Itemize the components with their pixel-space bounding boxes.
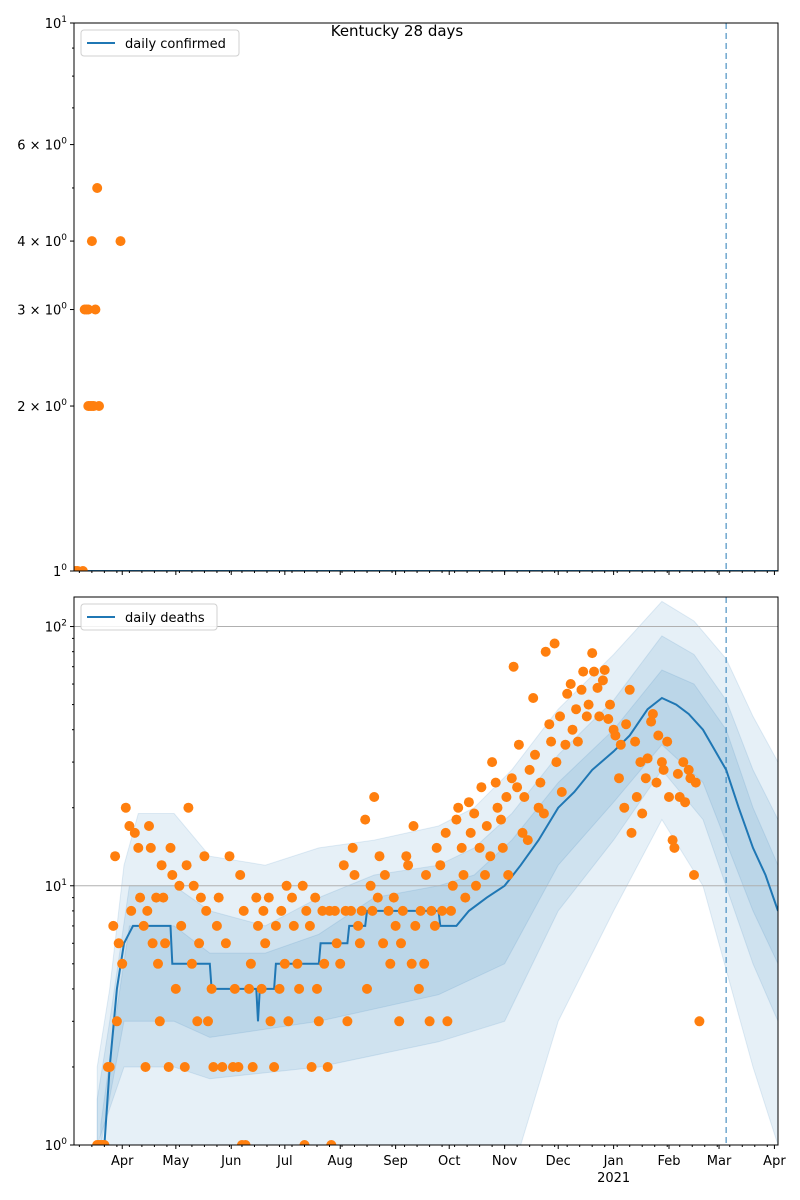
data-point <box>126 906 136 916</box>
data-point <box>135 893 145 903</box>
data-point <box>493 803 503 813</box>
data-point <box>603 714 613 724</box>
plot-area <box>71 183 778 576</box>
y-tick-label: $6 \times 10^0$ <box>17 136 67 154</box>
data-point <box>375 851 385 861</box>
data-point <box>233 1062 243 1072</box>
data-point <box>264 893 274 903</box>
data-point <box>491 778 501 788</box>
data-point <box>160 938 170 948</box>
data-point <box>307 1062 317 1072</box>
x-tick-label: Jul <box>276 1154 293 1169</box>
plot-area <box>74 601 778 1150</box>
data-point <box>310 893 320 903</box>
data-point <box>292 959 302 969</box>
data-point <box>409 821 419 831</box>
legend-label: daily confirmed <box>125 37 226 52</box>
y-tick-label: $10^2$ <box>44 618 67 636</box>
data-point <box>550 639 560 649</box>
x-tick-label: May <box>162 1154 190 1169</box>
data-point <box>260 938 270 948</box>
data-point <box>217 1062 227 1072</box>
data-point <box>253 921 263 931</box>
data-point <box>694 1016 704 1026</box>
data-point <box>157 860 167 870</box>
x-tick-label: Jan <box>603 1154 624 1169</box>
data-point <box>643 753 653 763</box>
data-point <box>174 881 184 891</box>
data-point <box>578 667 588 677</box>
data-point <box>305 921 315 931</box>
data-point <box>258 906 268 916</box>
data-point <box>637 809 647 819</box>
data-point <box>514 740 524 750</box>
data-point <box>323 1062 333 1072</box>
data-point <box>419 959 429 969</box>
data-point <box>460 893 470 903</box>
data-point <box>605 700 615 710</box>
data-point <box>283 1016 293 1026</box>
data-point <box>410 921 420 931</box>
data-point <box>469 809 479 819</box>
data-point <box>562 689 572 699</box>
data-point <box>90 305 100 315</box>
data-point <box>641 773 651 783</box>
x-tick-label: Nov <box>491 1154 518 1169</box>
data-point <box>94 401 104 411</box>
data-point <box>133 843 143 853</box>
data-point <box>480 870 490 880</box>
data-point <box>121 803 131 813</box>
data-point <box>251 893 261 903</box>
data-point <box>158 893 168 903</box>
confirmed-panel <box>17 15 778 580</box>
data-point <box>110 851 120 861</box>
data-point <box>459 870 469 880</box>
data-point <box>566 679 576 689</box>
data-point <box>582 711 592 721</box>
data-point <box>182 860 192 870</box>
data-point <box>271 921 281 931</box>
data-point <box>112 1016 122 1026</box>
data-point <box>144 821 154 831</box>
data-point <box>287 893 297 903</box>
data-point <box>335 959 345 969</box>
data-point <box>664 792 674 802</box>
y-tick-label: $3 \times 10^0$ <box>17 301 67 319</box>
legend-label: daily deaths <box>125 611 205 626</box>
data-point <box>117 959 127 969</box>
y-tick-label: $1^0$ <box>52 563 67 580</box>
data-point <box>167 870 177 880</box>
data-point <box>208 1062 218 1072</box>
data-point <box>669 843 679 853</box>
data-point <box>105 1062 115 1072</box>
data-point <box>367 906 377 916</box>
data-point <box>453 803 463 813</box>
data-point <box>225 851 235 861</box>
data-point <box>437 906 447 916</box>
data-point <box>414 984 424 994</box>
data-point <box>600 665 610 675</box>
data-point <box>116 236 126 246</box>
data-point <box>348 843 358 853</box>
data-point <box>571 704 581 714</box>
x-tick-label: Apr <box>110 1154 134 1169</box>
data-point <box>652 778 662 788</box>
legend <box>81 30 239 56</box>
data-point <box>187 959 197 969</box>
data-point <box>610 731 620 741</box>
data-point <box>221 938 231 948</box>
data-point <box>659 765 669 775</box>
x-tick-label: Apr <box>763 1154 786 1169</box>
data-point <box>289 921 299 931</box>
data-point <box>389 893 399 903</box>
y-tick-label: $10^0$ <box>44 1137 67 1154</box>
data-point <box>598 675 608 685</box>
data-point <box>475 843 485 853</box>
data-point <box>551 757 561 767</box>
data-point <box>148 938 158 948</box>
data-point <box>294 984 304 994</box>
data-point <box>396 938 406 948</box>
data-point <box>194 938 204 948</box>
data-point <box>432 843 442 853</box>
data-point <box>141 1062 151 1072</box>
data-point <box>239 906 249 916</box>
data-point <box>298 881 308 891</box>
data-point <box>441 828 451 838</box>
data-point <box>530 750 540 760</box>
data-point <box>568 725 578 735</box>
data-point <box>203 1016 213 1026</box>
data-point <box>403 860 413 870</box>
data-point <box>319 959 329 969</box>
data-point <box>139 921 149 931</box>
y-tick-label: $10^1$ <box>44 877 67 895</box>
data-point <box>653 731 663 741</box>
data-point <box>594 711 604 721</box>
data-point <box>87 236 97 246</box>
x-tick-label: Mar <box>706 1154 732 1169</box>
data-point <box>391 921 401 931</box>
data-point <box>180 1062 190 1072</box>
data-point <box>153 959 163 969</box>
data-point <box>282 881 292 891</box>
data-point <box>435 860 445 870</box>
data-point <box>632 792 642 802</box>
data-point <box>648 709 658 719</box>
data-point <box>503 870 513 880</box>
data-point <box>257 984 267 994</box>
data-point <box>584 700 594 710</box>
data-point <box>496 815 506 825</box>
data-point <box>535 778 545 788</box>
data-point <box>275 984 285 994</box>
data-point <box>314 1016 324 1026</box>
data-point <box>560 740 570 750</box>
data-point <box>176 921 186 931</box>
data-point <box>442 1016 452 1026</box>
y-tick-label: $2 \times 10^0$ <box>17 398 67 416</box>
data-point <box>301 906 311 916</box>
data-point <box>332 938 342 948</box>
data-point <box>627 828 637 838</box>
data-point <box>373 893 383 903</box>
data-point <box>248 1062 258 1072</box>
data-point <box>360 815 370 825</box>
data-point <box>689 870 699 880</box>
x-tick-label: Oct <box>437 1154 461 1169</box>
data-point <box>362 984 372 994</box>
data-point <box>235 870 245 880</box>
x-tick-label: Jun <box>221 1154 242 1169</box>
data-point <box>407 959 417 969</box>
data-point <box>614 773 624 783</box>
data-point <box>557 787 567 797</box>
data-point <box>573 737 583 747</box>
y-tick-label: $10^1$ <box>44 15 67 32</box>
year-label: 2021 <box>597 1171 631 1186</box>
data-point <box>448 881 458 891</box>
data-point <box>507 773 517 783</box>
data-point <box>269 1062 279 1072</box>
data-point <box>398 906 408 916</box>
data-point <box>201 906 211 916</box>
data-point <box>539 809 549 819</box>
data-point <box>146 843 156 853</box>
data-point <box>528 693 538 703</box>
data-point <box>207 984 217 994</box>
data-point <box>246 959 256 969</box>
data-point <box>546 737 556 747</box>
data-point <box>680 797 690 807</box>
x-tick-label: Aug <box>327 1154 353 1169</box>
data-point <box>471 881 481 891</box>
legend <box>81 604 217 630</box>
data-point <box>355 938 365 948</box>
data-point <box>276 906 286 916</box>
data-point <box>498 843 508 853</box>
data-point <box>619 803 629 813</box>
data-point <box>212 921 222 931</box>
x-tick-label: Dec <box>545 1154 571 1169</box>
data-point <box>130 828 140 838</box>
data-point <box>501 792 511 802</box>
data-point <box>350 870 360 880</box>
data-point <box>525 765 535 775</box>
data-point <box>621 719 631 729</box>
data-point <box>430 921 440 931</box>
data-point <box>457 843 467 853</box>
data-point <box>589 667 599 677</box>
data-point <box>625 685 635 695</box>
x-tick-label: Sep <box>383 1154 408 1169</box>
data-point <box>401 851 411 861</box>
data-point <box>425 1016 435 1026</box>
data-point <box>616 740 626 750</box>
data-point <box>416 906 426 916</box>
data-point <box>155 1016 165 1026</box>
data-point <box>369 792 379 802</box>
data-point <box>630 737 640 747</box>
data-point <box>142 906 152 916</box>
data-point <box>673 769 683 779</box>
data-point <box>266 1016 276 1026</box>
data-point <box>487 757 497 767</box>
data-point <box>466 828 476 838</box>
data-point <box>451 815 461 825</box>
data-point <box>421 870 431 880</box>
data-point <box>426 906 436 916</box>
data-point <box>384 906 394 916</box>
data-point <box>519 792 529 802</box>
deaths-panel <box>45 597 787 1186</box>
data-point <box>196 893 206 903</box>
data-point <box>183 803 193 813</box>
data-point <box>353 921 363 931</box>
data-point <box>192 1016 202 1026</box>
data-point <box>544 719 554 729</box>
data-point <box>214 893 224 903</box>
data-point <box>684 765 694 775</box>
data-point <box>280 959 290 969</box>
data-point <box>509 662 519 672</box>
data-point <box>366 881 376 891</box>
data-point <box>446 906 456 916</box>
data-point <box>555 711 565 721</box>
data-point <box>312 984 322 994</box>
data-point <box>357 906 367 916</box>
data-point <box>189 881 199 891</box>
data-point <box>108 921 118 931</box>
data-point <box>346 906 356 916</box>
data-point <box>230 984 240 994</box>
data-point <box>92 183 102 193</box>
data-point <box>380 870 390 880</box>
data-point <box>587 648 597 658</box>
figure-title: Kentucky 28 days <box>330 22 464 40</box>
data-point <box>385 959 395 969</box>
data-point <box>476 782 486 792</box>
data-point <box>394 1016 404 1026</box>
data-point <box>485 851 495 861</box>
data-point <box>342 1016 352 1026</box>
data-point <box>523 835 533 845</box>
data-point <box>577 685 587 695</box>
data-point <box>339 860 349 870</box>
data-point <box>464 797 474 807</box>
data-point <box>662 737 672 747</box>
data-point <box>199 851 209 861</box>
data-point <box>114 938 124 948</box>
data-point <box>378 938 388 948</box>
axes-frame <box>74 23 778 571</box>
y-tick-label: $4 \times 10^0$ <box>17 233 67 251</box>
data-point <box>166 843 176 853</box>
data-point <box>691 778 701 788</box>
data-point <box>330 906 340 916</box>
data-point <box>171 984 181 994</box>
data-point <box>244 984 254 994</box>
data-point <box>541 647 551 657</box>
data-point <box>512 782 522 792</box>
data-point <box>164 1062 174 1072</box>
x-tick-label: Feb <box>657 1154 681 1169</box>
data-point <box>482 821 492 831</box>
